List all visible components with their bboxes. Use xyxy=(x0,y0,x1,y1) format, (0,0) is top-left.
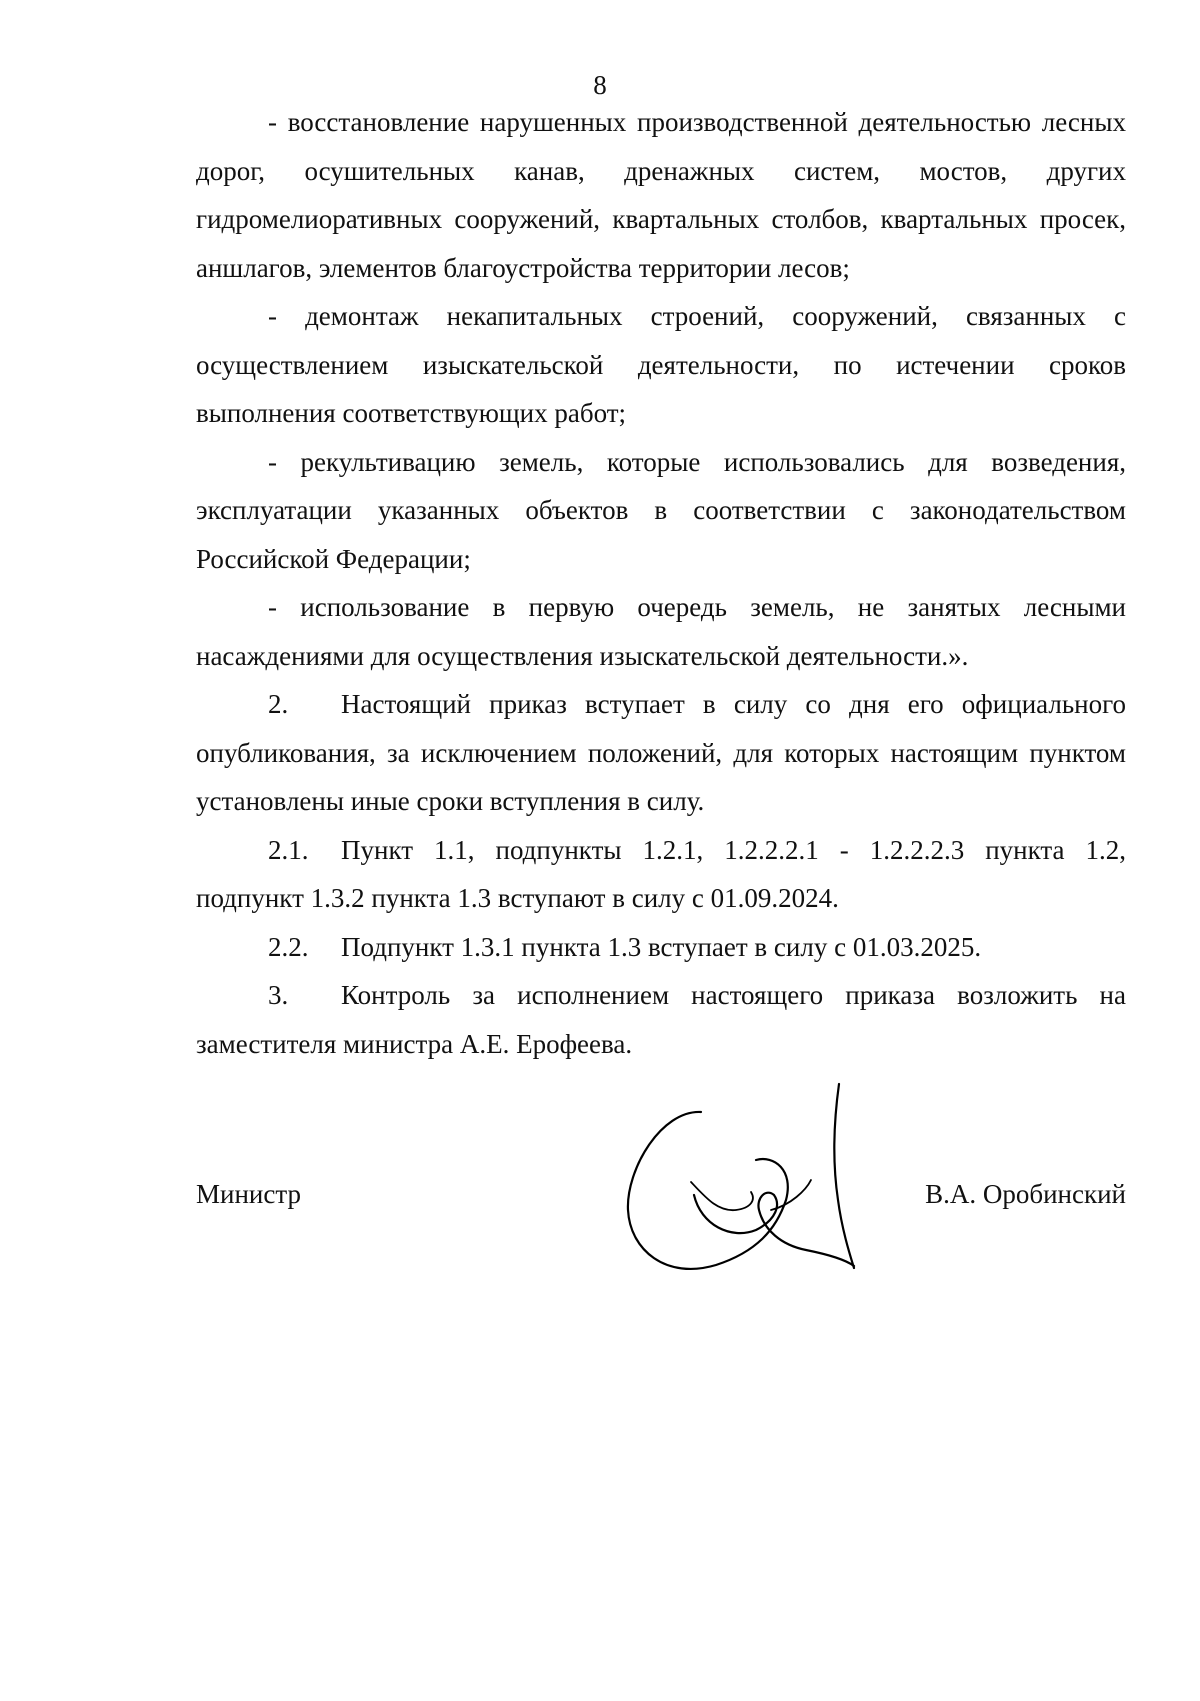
paragraph-recultivation xyxy=(196,438,1126,584)
paragraph-text: Контроль за исполнением настоящего приказа возложить на заместителя министра А.Е. Ерофеева. xyxy=(196,980,1126,1059)
paragraph-text: Пункт 1.1, подпункты 1.2.1, 1.2.2.2.1 - 1.2.2.2.3 пункта 1.2, подпункт 1.3.2 пункта 1.3 вступают в силу с 01.09.2024. xyxy=(196,834,1126,913)
paragraph-text: - демонтаж некапитальных строений, сооружений, связанных с осуществлением изыскательской деятельности, по истечении сроков выполнения соответствующих работ; xyxy=(196,301,1126,428)
paragraph-text: Настоящий приказ вступает в силу со дня его официального опубликования, за исключением положений, для которых настоящим пунктом установлены иные сроки вступления в силу. xyxy=(196,689,1126,816)
paragraph-restoration xyxy=(196,98,1126,292)
paragraph-clause-2-2 xyxy=(196,923,1126,972)
paragraph-text: - использование в первую очередь земель, не занятых лесными насаждениями для осуществления изыскательской деятельности.». xyxy=(196,592,1126,671)
clause-number: 2.2. xyxy=(268,931,309,962)
signature-stroke-knot xyxy=(694,1193,854,1266)
clause-number: 2.1. xyxy=(268,834,309,865)
paragraph-clause-2 xyxy=(196,680,1126,826)
page-number: 8 xyxy=(593,70,607,100)
paragraph-dismantling xyxy=(196,292,1126,438)
signature-block xyxy=(196,1080,1126,1280)
handwritten-signature xyxy=(606,1080,876,1280)
signature-stroke-curl xyxy=(691,1182,753,1210)
signature-stroke-vertical xyxy=(834,1084,854,1268)
paragraph-text: - рекультивацию земель, которые использовались для возведения, эксплуатации указанных объектов в соответствии с законодательством Российской Федерации; xyxy=(196,446,1126,574)
document-body xyxy=(196,98,1126,1068)
paragraph-land-use xyxy=(196,583,1126,680)
signatory-position: Министр xyxy=(196,1179,301,1209)
paragraph-text: Подпункт 1.3.1 пункта 1.3 вступает в силу с 01.03.2025. xyxy=(341,931,982,962)
paragraph-clause-3 xyxy=(196,971,1126,1068)
clause-number: 3. xyxy=(268,980,289,1010)
paragraph-text: - восстановление нарушенных производственной деятельностью лесных дорог, осушительных канав, дренажных систем, мостов, других гидромелиоративных сооружений, квартальных столбов, квартальных просек, аншлагов, элементов благоустройства территории лесов; xyxy=(196,107,1126,283)
signature-stroke-loop xyxy=(628,1112,788,1269)
clause-number: 2. xyxy=(268,689,289,719)
paragraph-clause-2-1 xyxy=(196,826,1126,923)
signatory-name: В.А. Оробинский xyxy=(925,1179,1126,1209)
